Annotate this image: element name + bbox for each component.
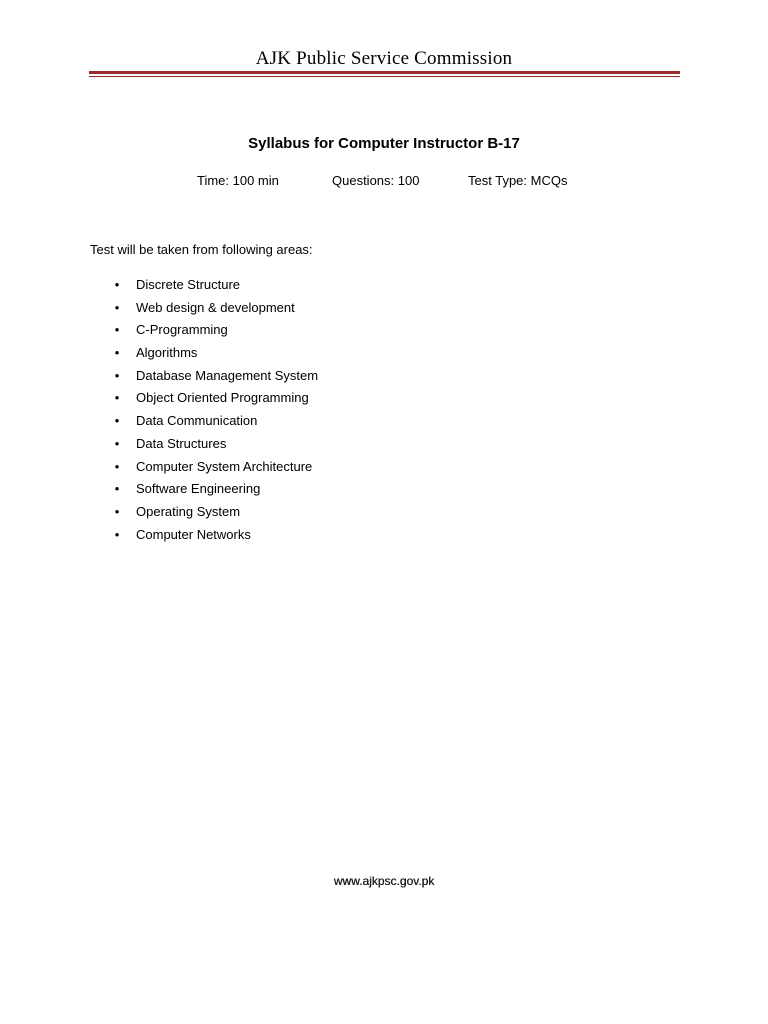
topic-label: Computer System Architecture (136, 458, 313, 474)
topic-label: Database Management System (136, 367, 319, 383)
intro-text: Test will be taken from following areas: (90, 242, 313, 257)
bullet-icon: • (114, 458, 120, 474)
bullet-icon: • (114, 481, 120, 497)
footer-url: www.ajkpsc.gov.pk (333, 874, 435, 888)
bullet-icon: • (114, 435, 120, 451)
topic-label: Computer Networks (136, 526, 251, 542)
bullet-icon: • (114, 345, 120, 361)
bullet-icon: • (114, 322, 120, 338)
topic-label: Web design & development (136, 299, 295, 315)
topic-label: Data Communication (136, 413, 258, 429)
meta-questions: Questions: 100 (332, 173, 420, 188)
header-title: AJK Public Service Commission (255, 48, 513, 69)
bullet-icon: • (114, 299, 120, 315)
meta-test-type: Test Type: MCQs (468, 173, 568, 188)
bullet-icon: • (114, 503, 120, 519)
bullet-icon: • (114, 526, 120, 542)
bullet-icon: • (114, 413, 120, 429)
topic-label: Software Engineering (136, 481, 261, 497)
topic-label: Algorithms (136, 345, 198, 361)
document-title: Syllabus for Computer Instructor B-17 (248, 135, 520, 152)
bullet-icon: • (114, 390, 120, 406)
topic-label: Data Structures (136, 435, 227, 451)
meta-time: Time: 100 min (197, 173, 279, 188)
topic-label: Operating System (136, 503, 241, 519)
topic-label: Object Oriented Programming (136, 390, 309, 406)
bullet-icon: • (114, 367, 120, 383)
topic-label: C-Programming (136, 322, 228, 338)
header-rule-thin (89, 76, 680, 77)
bullet-icon: • (114, 277, 120, 292)
header-rule-thick (89, 71, 680, 74)
topic-label: Discrete Structure (136, 277, 241, 292)
